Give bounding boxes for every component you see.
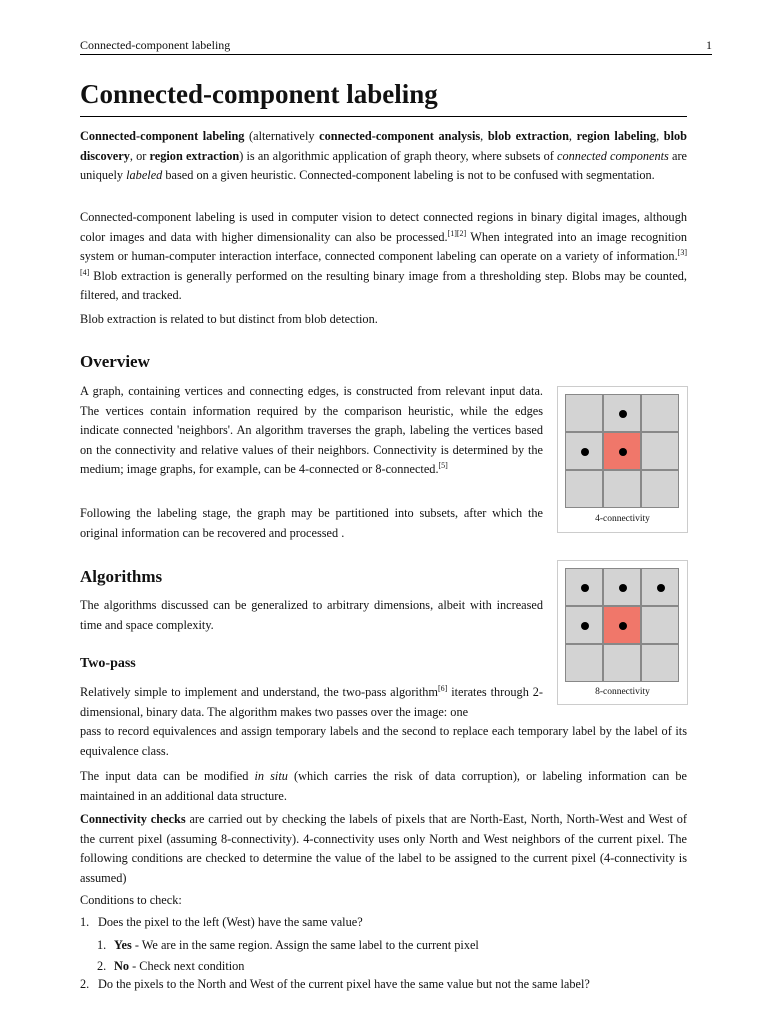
grid-cell — [565, 394, 603, 432]
citation[interactable]: [1][2] — [447, 228, 467, 238]
article-title: Connected-component labeling — [80, 78, 687, 117]
list-item: Does the pixel to the left (West) have the same value? — [98, 915, 363, 929]
two-pass-paragraph-1: Relatively simple to implement and understand, the two-pass algorithm[6] iterates through 2-dimensional, binary data. The algorithm makes two passes over the image: one — [80, 684, 543, 719]
grid-cell — [603, 644, 641, 682]
algorithms-paragraph: The algorithms discussed can be generalized to arbitrary dimensions, albeit with increased time and space complexity. — [80, 598, 543, 632]
sub-list-item: Yes - We are in the same region. Assign the same label to the current pixel — [114, 938, 479, 952]
conditions-intro: Conditions to check: — [80, 893, 182, 907]
grid-cell — [565, 432, 603, 470]
current-pixel-cell — [603, 606, 641, 644]
list-number: 2. — [80, 977, 90, 991]
current-pixel-dot — [619, 448, 627, 456]
neighbor-dot — [619, 584, 627, 592]
grid-8-connectivity — [565, 568, 680, 683]
neighbor-dot — [581, 448, 589, 456]
grid-cell — [603, 394, 641, 432]
grid-4-connectivity — [565, 394, 680, 509]
figure-4-connectivity — [557, 386, 688, 533]
intro-paragraph: Connected-component labeling (alternatively connected-component analysis, blob extraction, region labeling, blob discovery, or region extraction) is an algorithmic application of graph theory, where subsets of connected components are uniquely labeled based on a given heuristic. Connected-component labeling is not to be confused with segmentation. — [80, 129, 687, 182]
paragraph-usage: Connected-component labeling is used in computer vision to detect connected regions in binary digital images, although color images and data with higher dimensionality can also be processed.[1][2] When integrated into an image recognition system or human-computer interaction interface, connected component labeling can operate on a variety of information.[3][4] Blob extraction is generally performed on the resulting binary image from a thresholding step. Blobs may be counted, filtered, and tracked. — [80, 210, 687, 302]
sub-list-item: No - Check next condition — [114, 959, 245, 973]
citation[interactable]: [3][4] — [80, 248, 687, 277]
grid-cell — [641, 432, 679, 470]
current-pixel-dot — [619, 622, 627, 630]
section-heading-overview: Overview — [80, 352, 150, 371]
grid-cell — [641, 568, 679, 606]
grid-cell — [565, 568, 603, 606]
grid-cell — [565, 606, 603, 644]
two-pass-paragraph-1-continued: pass to record equivalences and assign temporary labels and the second to replace each temporary label by the label of its equivalence class. — [80, 724, 687, 758]
paragraph-blob-detection: Blob extraction is related to but distinct from blob detection. — [80, 312, 378, 326]
figure-8-connectivity — [557, 560, 688, 705]
neighbor-dot — [657, 584, 665, 592]
grid-cell — [603, 568, 641, 606]
grid-cell — [641, 606, 679, 644]
grid-cell — [565, 644, 603, 682]
two-pass-paragraph-2: The input data can be modified in situ (which carries the risk of data corruption), or labeling information can be maintained in an additional data structure. — [80, 769, 688, 803]
running-header-title: Connected-component labeling — [80, 38, 231, 52]
figure-caption: 8-connectivity — [595, 687, 650, 697]
grid-cell — [565, 470, 603, 508]
overview-paragraph-2: Following the labeling stage, the graph may be partitioned into subsets, after which the original information can be recovered and processed . — [80, 506, 543, 540]
list-item: Do the pixels to the North and West of the current pixel have the same value but not the same label? — [98, 977, 590, 991]
sub-list-number: 1. — [97, 938, 107, 952]
list-number: 1. — [80, 915, 90, 929]
running-header — [80, 38, 712, 55]
neighbor-dot — [581, 584, 589, 592]
page-number: 1 — [706, 38, 712, 52]
citation[interactable]: [5] — [438, 461, 448, 470]
overview-paragraph-1: A graph, containing vertices and connecting edges, is constructed from relevant input data. The vertices contain information required by the comparison heuristic, while the edges indicate connected 'neighbors'. An algorithm traverses the graph, labeling the vertices based on the connectivity and relative values of their neighbors. Connectivity is determined by the medium; image graphs, for example, can be 4-connected or 8-connected.[5] — [80, 384, 543, 476]
neighbor-dot — [619, 410, 627, 418]
grid-cell — [603, 470, 641, 508]
current-pixel-cell — [603, 432, 641, 470]
grid-cell — [641, 394, 679, 432]
citation[interactable]: [6] — [437, 684, 448, 693]
grid-cell — [641, 470, 679, 508]
grid-cell — [641, 644, 679, 682]
subsection-heading-two-pass: Two-pass — [80, 656, 136, 671]
two-pass-paragraph-3: Connectivity checks are carried out by checking the labels of pixels that are North-East, North, North-West and West of the current pixel (assuming 8-connectivity). 4-connectivity uses only North and West neighbors of the current pixel. The following conditions are checked to determine the value of the label to be assigned to the current pixel (4-connectivity is assumed) — [80, 812, 688, 885]
section-heading-algorithms: Algorithms — [80, 567, 163, 586]
figure-caption: 4-connectivity — [595, 514, 650, 524]
sub-list-number: 2. — [97, 959, 107, 973]
neighbor-dot — [581, 622, 589, 630]
